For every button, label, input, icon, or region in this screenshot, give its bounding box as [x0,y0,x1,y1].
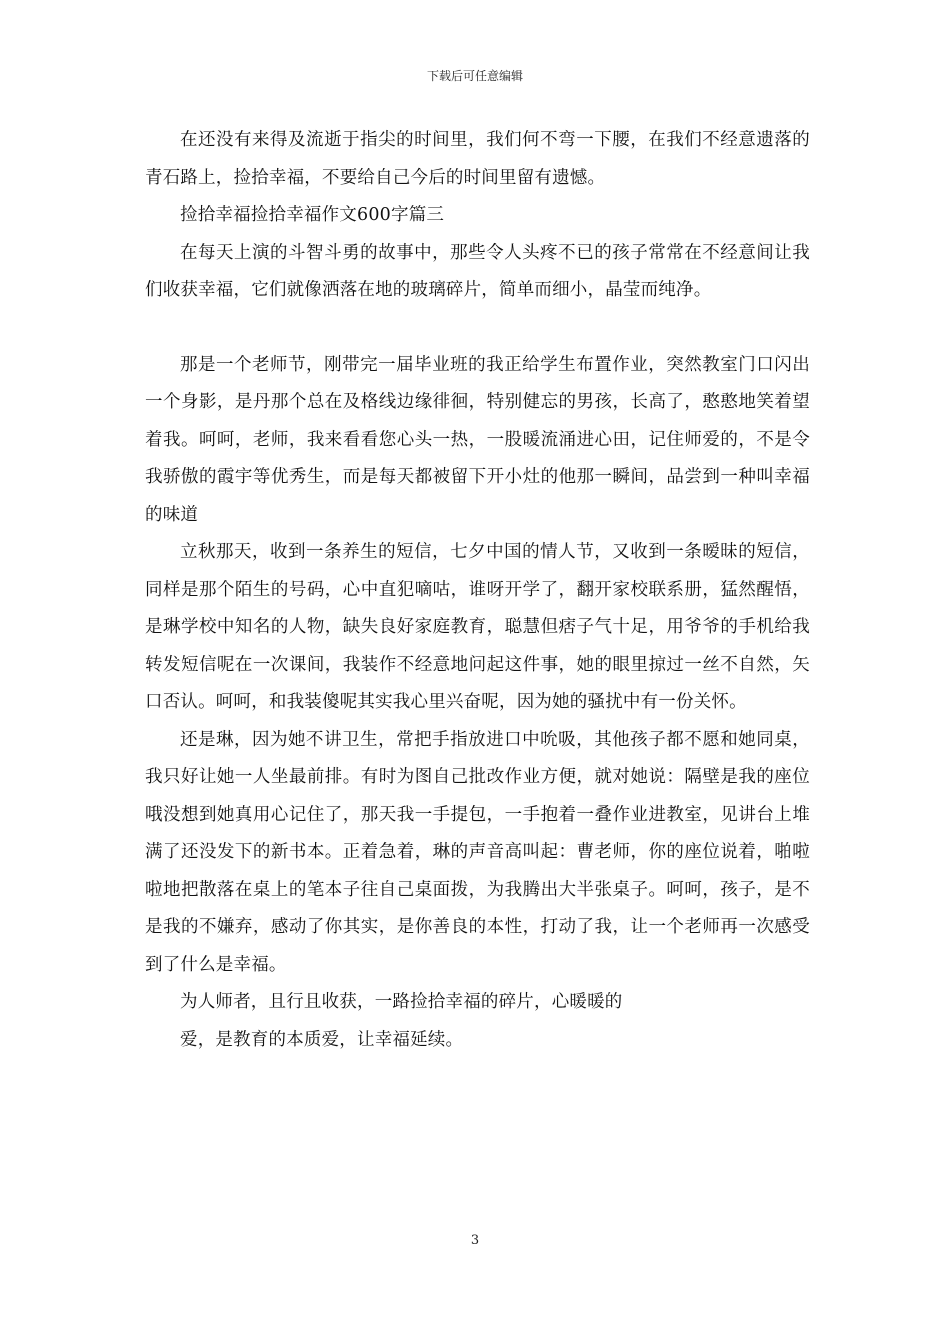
paragraph: 在还没有来得及流逝于指尖的时间里，我们何不弯一下腰，在我们不经意遗落的青石路上，捡拾幸福，不要给自己今后的时间里留有遗憾。 [145,130,810,188]
paragraph: 为人师者，且行且收获，一路捡拾幸福的碎片，心暖暖的 [180,992,623,1012]
paragraph: 那是一个老师节，刚带完一届毕业班的我正给学生布置作业，突然教室门口闪出一个身影，是丹那个总在及格线边缘徘徊，特别健忘的男孩，长高了，憨憨地笑着望着我。呵呵，老师，我来看看您心头一热，一股暖流涌进心田，记住师爱的，不是令我骄傲的霞宇等优秀生，而是每天都被留下开小灶的他那一瞬间，品尝到一种叫幸福的味道 [145,354,810,525]
page-number: 3 [470,1233,480,1248]
paragraph: 还是琳，因为她不讲卫生，常把手指放进口中吮吸，其他孩子都不愿和她同桌，我只好让她一人坐最前排。有时为图自己批改作业方便，就对她说：隔壁是我的座位哦没想到她真用心记住了，那天我一手提包，一手抱着一叠作业进教室，见讲台上堆满了还没发下的新书本。正着急着，琳的声音高叫起：曹老师，你的座位说着，啪啦啦地把散落在桌上的笔本子往自己桌面拨，为我腾出大半张桌子。呵呵，孩子，是不是我的不嫌弃，感动了你其实，是你善良的本性，打动了我，让一个老师再一次感受到了什么是幸福。 [145,729,810,975]
page-header: 下载后可任意编辑 [426,69,523,83]
document-body [145,122,810,1059]
paragraph: 立秋那天，收到一条养生的短信，七夕中国的情人节，又收到一条暧昧的短信，同样是那个陌生的号码，心中直犯嘀咕，谁呀开学了，翻开家校联系册，猛然醒悟，是琳学校中知名的人物，缺失良好家庭教育，聪慧但痞子气十足，用爷爷的手机给我转发短信呢在一次课间，我装作不经意地问起这件事，她的眼里掠过一丝不自然，矢口否认。呵呵，和我装傻呢其实我心里兴奋呢，因为她的骚扰中有一份关怀。 [145,542,810,712]
section-title: 捡拾幸福捡拾幸福作文600字篇三 [180,205,445,225]
paragraph: 在每天上演的斗智斗勇的故事中，那些令人头疼不已的孩子常常在不经意间让我们收获幸福，它们就像洒落在地的玻璃碎片，简单而细小，晶莹而纯净。 [145,242,810,300]
paragraph: 爱，是教育的本质爱，让幸福延续。 [180,1029,464,1050]
